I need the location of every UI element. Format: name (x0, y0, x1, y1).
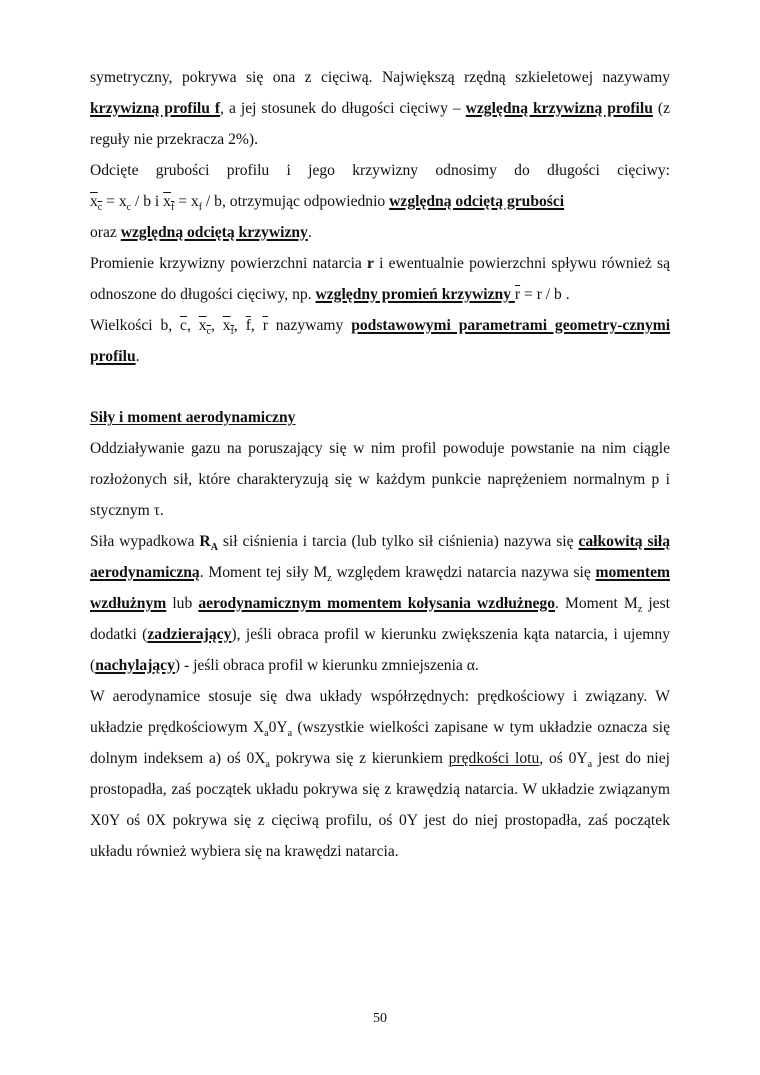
text: Wielkości b, (90, 317, 181, 334)
text: względem krawędzi natarcia nazywa się (331, 564, 596, 581)
text: jest do niej prostopadła, zaś początek układu pokrywa się z krawędzią natarcia. W układzie związanym X0Y oś 0X pokrywa się z cięciwą profilu, oś 0Y jest do niej prostopadła, zaś początek układu również wybiera się na krawędzi natarcia. (90, 750, 671, 860)
term-relative-camber: względną krzywizną profilu (465, 100, 653, 117)
page-number: 50 (373, 1011, 387, 1026)
text: Promienie krzywizny powierzchni natarcia (90, 255, 368, 272)
text: (wszystkie wielkości zapisane w tym układzie oznacza się dolnym indeksem a) oś 0X (90, 719, 670, 767)
term-longitudinal-moment: momentem wzdłużnym (90, 564, 670, 612)
paragraph-parameters (90, 310, 670, 372)
symbol-ra: $R_A$ (199, 533, 218, 554)
term-flight-speed: prędkości lotu (448, 750, 540, 767)
text: jest dodatki ( (90, 595, 670, 643)
paragraph-camber (90, 62, 670, 155)
text: i ewentualnie powierzchni spływu również są odnoszone do długości cięciwy, np. (90, 255, 670, 303)
text: oraz (90, 224, 121, 241)
paragraph-radius (90, 248, 670, 310)
text: sił ciśnienia i tarcia (lub tylko sił ciśnienia) nazywa się (217, 533, 579, 550)
term-basic-parameters: podstawowymi parametrami geometry-cznymi profilu (90, 317, 671, 365)
term-nose-up: zadzierający (147, 626, 232, 643)
term-nose-down: nachylający (95, 657, 175, 674)
text: ), jeśli obraca profil w kierunku zwiększenia kąta natarcia, i ujemny ( (90, 626, 670, 674)
formula-xc: $x_c = x_c / b$ i $x_f = x_f / b$ (90, 193, 222, 214)
section-heading: Siły i moment aerodynamiczny (90, 409, 296, 426)
term-relative-camber-abscissa: względną odciętą krzywizny (120, 224, 308, 241)
term-total-force: całkowitą siłą aerodynamiczną (90, 533, 670, 581)
formula-r: $\overline{r} = r / b$ . (514, 286, 570, 303)
text: ) - jeśli obraca profil w kierunku zmniejszenia α. (174, 657, 479, 674)
term-pitching-moment: aerodynamicznym momentem kołysania wzdłużnego (198, 595, 556, 612)
term-relative-radius: względny promień krzywizny (315, 286, 515, 303)
text: nazywamy (267, 317, 352, 334)
paragraph-abscissa (90, 155, 670, 186)
text: Odcięte grubości profilu i jego krzywizny odnosimy do długości cięciwy: (90, 162, 670, 179)
term-camber: krzywizną profilu f (90, 100, 221, 117)
text: . Moment M (555, 595, 638, 612)
page-content (90, 62, 670, 867)
text: Siła wypadkowa (90, 533, 200, 550)
text: W aerodynamice stosuje się dwa układy współrzędnych: prędkościowy i związany. W układzie prędkościowym X (90, 688, 670, 736)
text: . Moment tej siły M (199, 564, 328, 581)
symbol-r: r (367, 255, 374, 272)
text: , a jej stosunek do długości cięciwy – (220, 100, 466, 117)
text: . (135, 348, 140, 365)
term-relative-thickness-abscissa: względną odciętą grubości (389, 193, 565, 210)
text: . (307, 224, 312, 241)
paragraph-forces: Siła wypadkowa $R_A$ sił ciśnienia i tarcia (lub tylko sił ciśnienia) nazywa się całkowitą siłą aerodynamiczną. Moment tej siły $M_z$ względem krawędzi natarcia nazywa się momentem wzdłużnym lub aerodynamicznym momentem kołysania wzdłużnego. Moment $M_z$ jest dodatki (zadzierający), jeśli obraca profil w kierunku zwiększenia kąta natarcia, i ujemny (nachylający) - jeśli obraca profil w kierunku zmniejszenia α. (90, 533, 670, 674)
text: 0Y (268, 719, 288, 736)
paragraph-abscissa-formula (90, 186, 670, 248)
text: (z reguły nie przekracza 2%). (90, 100, 670, 148)
paragraph-stress: Oddziaływanie gazu na poruszający się w nim profil powoduje powstanie na nim ciągle rozłożonych sił, które charakteryzują się w każdym punkcie naprężeniem normalnym p i stycznym τ. (90, 440, 670, 519)
text: lub (166, 595, 199, 612)
text: symetryczny, pokrywa się ona z cięciwą. Największą rzędną szkieletowej nazywamy (90, 69, 670, 86)
text: pokrywa się z kierunkiem (269, 750, 449, 767)
paragraph-coordinates: W aerodynamice stosuje się dwa układy współrzędnych: prędkościowy i związany. W układzie prędkościowym $X_a0Y_a$ (wszystkie wielkości zapisane w tym układzie oznacza się dolnym indeksem a) oś $0X_a$ pokrywa się z kierunkiem prędkości lotu, oś $0Y_a$ jest do niej prostopadła, zaś początek układu pokrywa się z krawędzią natarcia. W układzie związanym X0Y oś 0X pokrywa się z cięciwą profilu, oś 0Y jest do niej prostopadła, zaś początek układu również wybiera się na krawędzi natarcia. (90, 688, 671, 860)
formula-params: $\overline{c}$, $x_c$, $x_f$, $\overline{f}$, $\overline{r}$ (180, 317, 268, 338)
text: , otrzymując odpowiednio (221, 193, 390, 210)
text: , oś 0Y (539, 750, 588, 767)
